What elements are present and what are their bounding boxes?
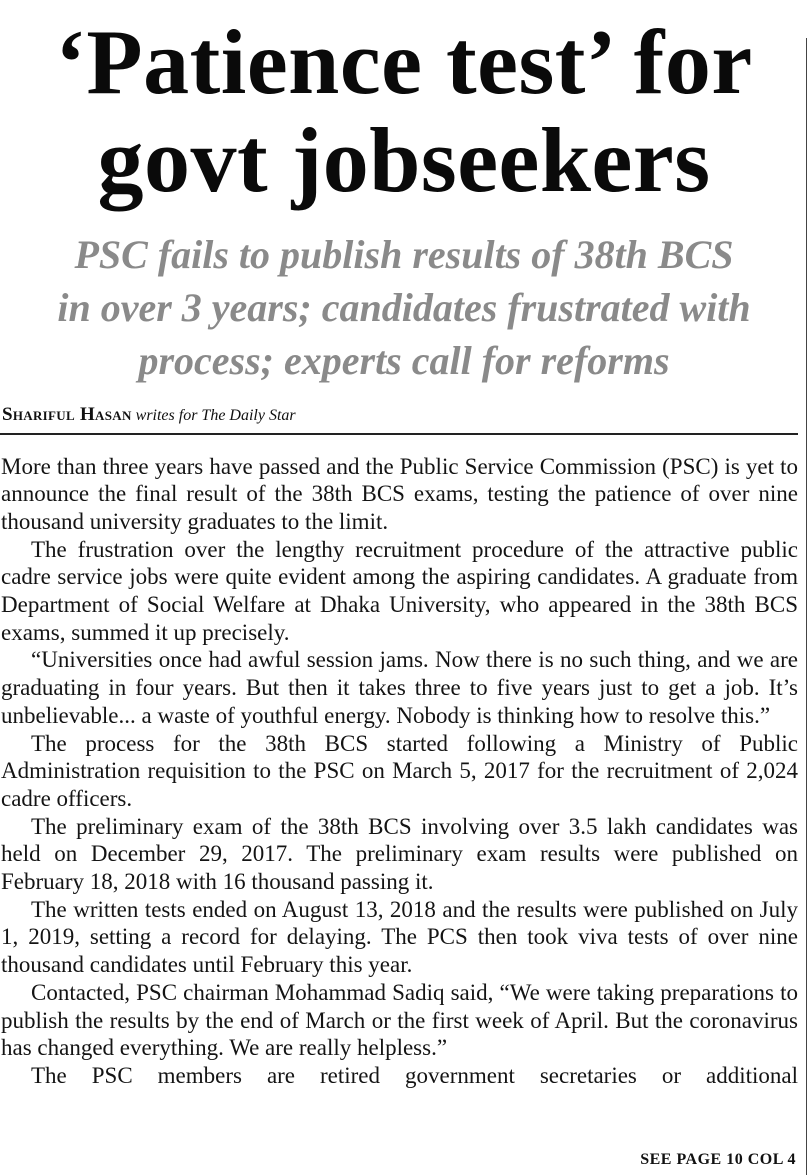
article-paragraph: The written tests ended on August 13, 2018 and the results were published on July 1, 2019, setting a record for delaying. The PCS then took viva tests of over nine thousand candidates until February this year. <box>1 896 798 978</box>
byline <box>2 405 808 426</box>
byline-credit: writes for The Daily Star <box>135 407 296 424</box>
article-paragraph: The preliminary exam of the 38th BCS involving over 3.5 lakh candidates was held on December 29, 2017. The preliminary exam results were published on February 18, 2018 with 16 thousand passing it. <box>1 813 798 895</box>
article-paragraph: Contacted, PSC chairman Mohammad Sadiq said, “We were taking preparations to publish the results by the end of March or the first week of April. But the coronavirus has changed everything. We are really helpless.” <box>1 979 798 1061</box>
continued-on-page-link[interactable]: SEE PAGE 10 COL 4 <box>640 1151 796 1168</box>
headline-line-2: govt jobseekers <box>97 109 711 211</box>
headline-line-1: ‘Patience test’ for <box>55 11 753 113</box>
byline-divider <box>0 433 798 435</box>
article-paragraph: More than three years have passed and the Public Service Commission (PSC) is yet to announce the final result of the 38th BCS exams, testing the patience of over nine thousand university graduates to the limit. <box>1 453 798 534</box>
article-paragraph: The PSC members are retired government secretaries or additional <box>31 1062 798 1088</box>
article-paragraph: The process for the 38th BCS started following a Ministry of Public Administration requisition to the PSC on March 5, 2017 for the recruitment of 2,024 cadre officers. <box>1 730 798 811</box>
article-body <box>1 453 798 1090</box>
subheadline-line-2: in over 3 years; candidates frustrated with <box>57 285 751 330</box>
headline <box>0 11 808 211</box>
subheadline-line-3: process; experts call for reforms <box>138 338 670 383</box>
article-paragraph: “Universities once had awful session jams. Now there is no such thing, and we are graduating in four years. But then it takes three to five years just to get a job. It’s unbelievable... a waste of youthful energy. Nobody is thinking how to resolve this.” <box>1 647 798 728</box>
subheadline <box>0 228 808 387</box>
article-paragraph: The frustration over the lengthy recruitment procedure of the attractive public cadre service jobs were quite evident among the aspiring candidates. A graduate from Department of Social Welfare at Dhaka University, who appeared in the 38th BCS exams, summed it up precisely. <box>1 536 798 645</box>
subheadline-line-1: PSC fails to publish results of 38th BCS <box>74 232 734 277</box>
column-divider <box>806 38 807 1175</box>
byline-author: Shariful Hasan <box>2 404 132 425</box>
